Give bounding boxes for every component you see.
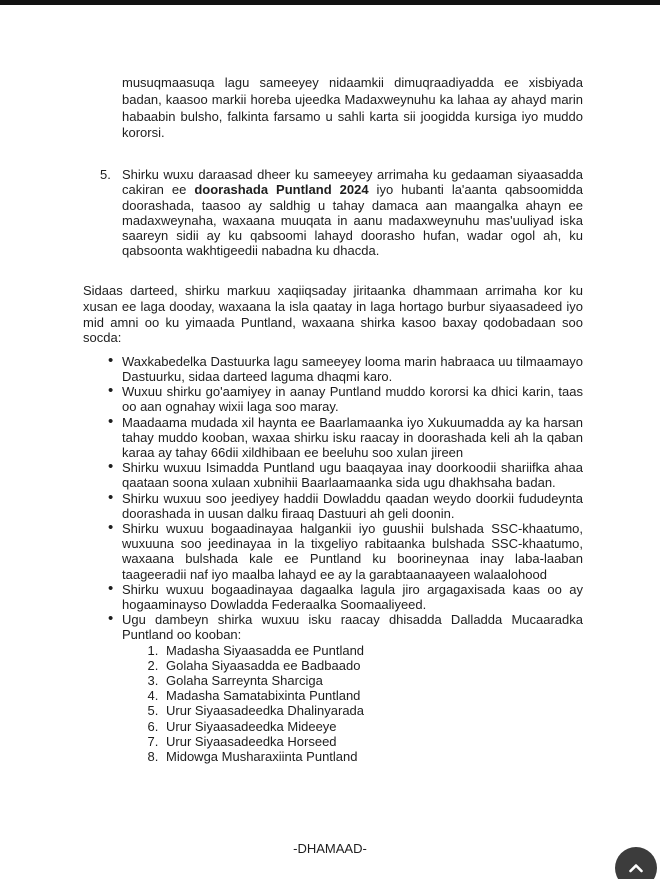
resolution-text: Ugu dambeyn shirka wuxuu isku raacay dhisadda Dalladda Mucaaradka Puntland oo kooban:: [122, 612, 583, 643]
end-marker: -DHAMAAD-: [293, 841, 367, 856]
document-content: [0, 5, 660, 764]
coalition-item: 2. Golaha Siyaasadda ee Badbaado: [162, 658, 583, 673]
resolution-text: Wuxuu shirku go'aamiyey in aanay Puntland muddo kororsi ka dhici karin, taas oo aan ognahay wixii laga soo maray.: [122, 384, 583, 415]
resolution-text: Shirku wuxuu bogaadinayaa halgankii iyo guushii bulshada SSC-khaatumo, wuxuuna soo jeedinayaa in la tixgeliyo rabitaanka bulshada SSC-khaatumo, waxaana bulshada kale ee Puntland ku boorineynaa inay laba-laaban taageeradii naf iyo maalba lahayd ee ay la garabtaanaayeen walaalohood: [122, 521, 583, 582]
item-text-before-bold: Shirku wuxu daraasad dheer ku sameeyey arrimaha ku gedaaman siyaasadda cakiran ee: [122, 167, 583, 198]
bold-phrase-doorashada-puntland-2024: doorashada Puntland 2024: [194, 182, 369, 198]
resolution-item: [83, 491, 583, 521]
coalition-item: 6. Urur Siyaasadeedka Mideeye: [162, 719, 583, 734]
resolution-item: [83, 612, 583, 764]
coalition-item: 8. Midowga Musharaxiinta Puntland: [162, 749, 583, 764]
resolution-item: [83, 460, 583, 490]
resolution-text: Shirku wuxuu bogaadinayaa dagaalka lagula jiro argagaxisada kaas oo ay hogaaminayso Dowladda Federaalka Soomaaliyeed.: [122, 581, 583, 613]
resolution-item: [83, 582, 583, 612]
numbered-item-5: [100, 167, 583, 258]
coalition-item: 1. Madasha Siyaasadda ee Puntland: [162, 643, 583, 658]
coalition-item: 4. Madasha Samatabixinta Puntland: [162, 688, 583, 703]
resolution-list: [83, 354, 583, 764]
resolution-item: [83, 354, 583, 384]
coalition-list: [124, 643, 583, 765]
resolution-text: Maadaama mudada xil haynta ee Baarlamaanka iyo Xukuumadda ay ka harsan tahay muddo kooban, waxaa shirku isku raacay in doorashada keli ah la qaban karaa ay tahay 66dii xildhibaan ee beeluhu soo xulan jireen: [122, 414, 583, 460]
resolution-text: Shirku wuxuu Isimadda Puntland ugu baaqayaa inay doorkoodii shariifka ahaa qaataan soona xulaan xubnihii Baarlaamaanka sida ugu dhakhsaha badan.: [122, 460, 583, 491]
resolution-item: [83, 521, 583, 582]
resolution-text: Waxkabedelka Dastuurka lagu sameeyey looma marin habraaca uu tilmaamayo Dastuurku, sidaa darteed laguma dhaqmi karo.: [122, 353, 583, 384]
coalition-item: 5. Urur Siyaasadeedka Dhalinyarada: [162, 703, 583, 718]
paragraph-intro: musuqmaasuqa lagu sameeyey nidaamkii dimuqraadiyadda ee xisbiyada badan, kaasoo markii horeba ujeedka Madaxweynuhu ka lahaa ay ahayd marin habaabin bulsho, falkinta farsamo u sahli karta sii joogidda kursiga iyo muddo kororsi.: [122, 75, 583, 141]
item-text-after-bold: iyo hubanti la'aanta qabsoomidda doorashada, taasoo ay saldhig u tahay damaca aan maangalka ahayn ee madaxweynaha, waxaana muuqata in aanu madaxweynuhu mas'uuliyad iska saareyn sidii ay ku qabsoomi lahayd doorasho hufan, wadar ogol ah, ku qabsoonta wakhtigeedii nabadna ku dhacda.: [122, 182, 583, 259]
coalition-item: 7. Urur Siyaasadeedka Horseed: [162, 734, 583, 749]
resolution-item: [83, 415, 583, 461]
resolution-item: [83, 384, 583, 414]
item-text: [122, 167, 583, 258]
chevron-up-icon: [626, 847, 646, 879]
resolution-text: Shirku wuxuu soo jeediyey haddii Dowladdu qaadan weydo doorkii fududeynta doorashada in uusan dalku firaaq Dastuuri ah geli doonin.: [122, 490, 583, 521]
item-number: 5.: [100, 167, 111, 183]
coalition-item: 3. Golaha Sarreynta Sharciga: [162, 673, 583, 688]
paragraph-conclusion: Sidaas darteed, shirku markuu xaqiiqsaday jiritaanka dhammaan arrimaha kor ku xusan ee laga dooday, waxaana la isla qaatay in laga hortago burbur siyaasadeed iyo mid amni oo ku yimaada Puntland, waxaana shirka kasoo baxay qodobadaan soo socda:: [83, 283, 583, 346]
